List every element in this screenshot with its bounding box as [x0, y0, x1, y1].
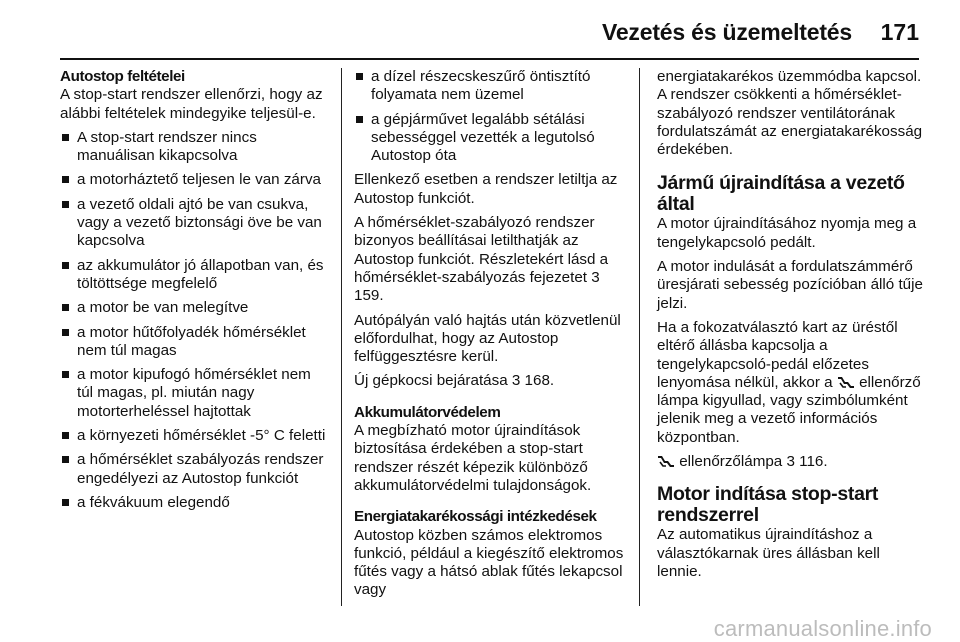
bullet-square-icon — [356, 73, 363, 80]
list-item: a vezető oldali ajtó be van csukva, vagy a vezető biztonsági öve be van kapcsolva — [60, 196, 330, 251]
bullet-square-icon — [62, 329, 69, 336]
paragraph: A stop-start rendszer ellenőrzi, hogy az alábbi feltételek mindegyike teljesül-e. — [60, 86, 323, 122]
bullet-square-icon — [62, 499, 69, 506]
section-heading-autostop-conditions: Autostop feltételei — [60, 68, 185, 85]
column-divider-1 — [341, 68, 342, 606]
bullet-square-icon — [62, 262, 69, 269]
bullet-square-icon — [62, 176, 69, 183]
section-heading-energy-saving: Energiatakarékossági intézkedések — [354, 508, 597, 526]
conditions-list — [60, 129, 330, 512]
list-item: a gépjárművet legalább sétálási sebességgel vezették a legutolsó Autostop óta — [354, 111, 630, 166]
list-item: A stop-start rendszer nincs manuálisan kikapcsolva — [60, 129, 330, 166]
list-item: a motorháztető teljesen le van zárva — [60, 171, 330, 189]
list-item: a motor kipufogó hőmérséklet nem túl magas, pl. miután nagy motorterheléssel hajtottak — [60, 366, 330, 421]
section-heading-motor-start-stop-start: Motor indítása stop-start rendszerrel — [657, 483, 879, 527]
list-item: a hőmérséklet szabályozás rendszer engedélyezi az Autostop funkciót — [60, 451, 330, 488]
column-2 — [354, 68, 630, 606]
column-3 — [657, 68, 927, 587]
section-heading-driver-restart: Jármű újraindítása a vezető által — [657, 172, 905, 216]
page-reference-link[interactable]: 3 159. — [354, 268, 600, 305]
paragraph: Az automatikus újraindításhoz a választókarnak üres állásban kell lennie. — [657, 526, 880, 580]
paragraph: ellenőrzőlámpa 3 116. — [657, 453, 927, 471]
paragraph: A megbízható motor újraindítások biztosítása érdekében a stop-start rendszer részét képezik különböző akkumulátorvédelmi tulajdonságok. — [354, 422, 592, 494]
paragraph: Új gépkocsi bejáratása 3 168. — [354, 372, 555, 390]
paragraph: Autópályán való hajtás után közvetlenül előfordulhat, hogy az Autostop felfüggesztésre kerül. — [354, 311, 621, 366]
conditions-list-continued — [354, 68, 630, 165]
list-item: a dízel részecskeszűrő öntisztító folyamata nem üzemel — [354, 68, 630, 105]
paragraph: energiatakarékos üzemmódba kapcsol. A rendszer csökkenti a hőmérséklet-szabályozó rendszer ventilátorának fordulatszámát az energiatakarékosság érdekében. — [657, 68, 923, 159]
bullet-square-icon — [62, 201, 69, 208]
page-reference-link[interactable]: 3 116. — [786, 453, 828, 471]
bullet-square-icon — [62, 432, 69, 439]
page-header — [0, 0, 960, 62]
paragraph: A motor újraindításához nyomja meg a tengelykapcsoló pedált. — [657, 215, 917, 251]
column-1 — [60, 68, 330, 518]
bullet-square-icon — [62, 371, 69, 378]
paragraph: Ellenkező esetben a rendszer letiltja az Autostop funkciót. — [354, 171, 618, 207]
paragraph: A motor indulását a fordulatszámmérő üresjárati sebesség pozícióban álló tűje jelzi. — [657, 258, 923, 312]
paragraph: Autostop közben számos elektromos funkció, például a kiegészítő elektromos fűtés vagy a hátsó ablak fűtés lekapcsol vagy — [354, 526, 624, 599]
list-item: a motor be van melegítve — [60, 299, 330, 317]
bullet-square-icon — [62, 456, 69, 463]
page-number: 171 — [880, 19, 919, 45]
list-item: az akkumulátor jó állapotban van, és töltöttsége megfelelő — [60, 257, 330, 294]
bullet-square-icon — [356, 116, 363, 123]
watermark-text: carmanualsonline.info — [713, 616, 932, 641]
page-reference-link[interactable]: 3 168. — [511, 372, 555, 390]
section-heading-battery-protection: Akkumulátorvédelem — [354, 403, 501, 421]
list-item: a környezeti hőmérséklet -5° C feletti — [60, 427, 330, 445]
paragraph: Ha a fokozatválasztó kart az üréstől eltérő állásba kapcsolja a tengelykapcsoló-pedál előzetes lenyomása nélkül, akkor a ellenőrző lámpa kigyullad, vagy szimbólumként jelenik meg a vezető információs központban. — [657, 318, 921, 446]
bullet-square-icon — [62, 134, 69, 141]
list-item: a fékvákuum elegendő — [60, 494, 330, 512]
autostop-indicator-icon — [657, 454, 675, 468]
paragraph: A hőmérséklet-szabályozó rendszer bizonyos beállításai letilthatják az Autostop funkciót. Részletekért lásd a hőmérséklet-szabályozás fejezetet 3 159. — [354, 214, 609, 305]
header-divider — [60, 58, 919, 60]
list-item: a motor hűtőfolyadék hőmérséklet nem túl magas — [60, 324, 330, 361]
bullet-square-icon — [62, 304, 69, 311]
column-divider-2 — [639, 68, 640, 606]
autostop-indicator-icon — [837, 375, 855, 389]
page-title: Vezetés és üzemeltetés — [601, 19, 852, 45]
